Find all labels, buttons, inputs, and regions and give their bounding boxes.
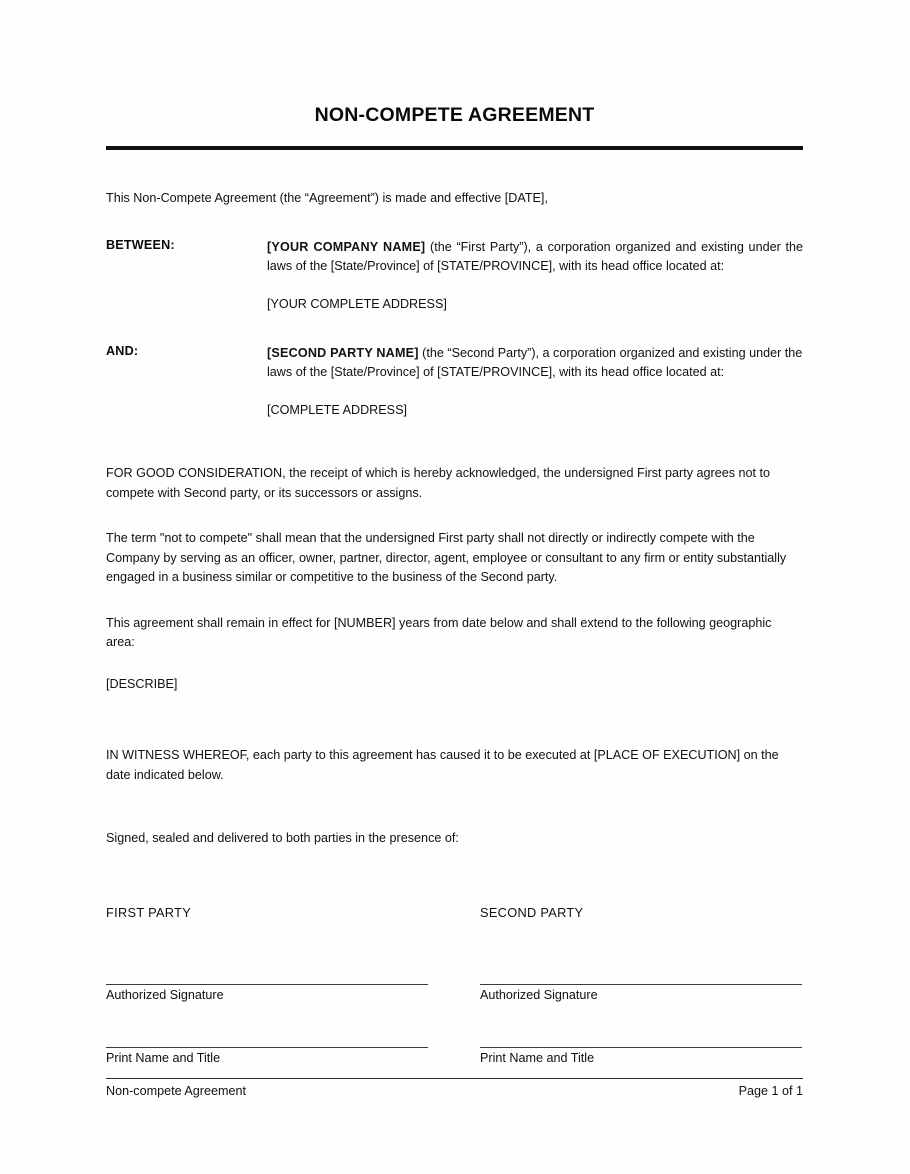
signature-area: [106, 905, 803, 1065]
party-body-first: [267, 238, 803, 276]
party-block-first: [106, 238, 803, 314]
first-print-name-field[interactable]: [106, 1047, 428, 1065]
party-address-second: [COMPLETE ADDRESS]: [267, 403, 407, 418]
second-party-heading: SECOND PARTY: [480, 904, 584, 920]
footer-page-number: Page 1 of 1: [738, 1084, 803, 1098]
party-name-second: [SECOND PARTY NAME]: [267, 345, 419, 360]
footer-row: [106, 1079, 803, 1098]
signature-headings-row: [106, 905, 803, 920]
first-party-heading: FIRST PARTY: [106, 904, 192, 920]
party-address-first: [YOUR COMPLETE ADDRESS]: [267, 296, 447, 311]
party-description-first: (the “First Party”), a corporation organized and existing under the laws of the [State/Province] of [STATE/PROVINCE], with its head office located at:: [267, 239, 804, 273]
second-print-name-caption: Print Name and Title: [480, 1050, 595, 1065]
signature-line-row: [106, 984, 803, 1002]
first-signature-caption: Authorized Signature: [106, 987, 224, 1002]
paragraph-describe: [DESCRIBE]: [106, 676, 178, 691]
party-body-second: [267, 344, 803, 382]
print-name-row: [106, 1047, 803, 1065]
paragraph-consideration: FOR GOOD CONSIDERATION, the receipt of which is hereby acknowledged, the undersigned First party agrees not to compete with Second party, or its successors or assigns.: [106, 465, 771, 500]
signature-spacer-top: [106, 920, 803, 984]
title-divider: [106, 146, 803, 150]
paragraph-term: This agreement shall remain in effect for [NUMBER] years from date below and shall extend to the following geographic area:: [106, 615, 772, 650]
page-footer: [106, 1078, 803, 1098]
second-print-name-field[interactable]: [480, 1047, 802, 1065]
party-description-second: (the “Second Party”), a corporation organized and existing under the laws of the [State/Province] of [STATE/PROVINCE], with its head office located at:: [267, 345, 803, 379]
signature-column-second: [480, 905, 802, 920]
party-label-between: BETWEEN:: [106, 237, 175, 252]
first-print-name-caption: Print Name and Title: [106, 1050, 221, 1065]
party-name-first: [YOUR COMPANY NAME]: [267, 239, 426, 254]
first-signature-field[interactable]: [106, 984, 428, 1002]
party-label-and: AND:: [106, 343, 139, 358]
second-signature-caption: Authorized Signature: [480, 987, 598, 1002]
intro-paragraph: This Non-Compete Agreement (the “Agreement”) is made and effective [DATE],: [106, 191, 548, 206]
paragraph-witness: IN WITNESS WHEREOF, each party to this agreement has caused it to be executed at [PLACE OF EXECUTION] on the date indicated below.: [106, 748, 779, 782]
paragraph-signed-sealed: Signed, sealed and delivered to both parties in the presence of:: [106, 831, 459, 846]
signature-column-first: [106, 905, 428, 920]
page-title: NON-COMPETE AGREEMENT: [314, 104, 595, 126]
second-signature-field[interactable]: [480, 984, 802, 1002]
footer-document-name: Non-compete Agreement: [106, 1084, 247, 1098]
party-block-second: [106, 344, 803, 420]
signature-spacer-middle: [106, 1002, 803, 1047]
paragraph-not-to-compete: The term "not to compete" shall mean that the undersigned First party shall not directly or indirectly compete with the Company by serving as an officer, owner, partner, director, agent, employee or consultant to any firm or entity substantially engaged in a business similar or competitive to the business of the Second party.: [106, 531, 787, 585]
document-content: [106, 0, 803, 1065]
